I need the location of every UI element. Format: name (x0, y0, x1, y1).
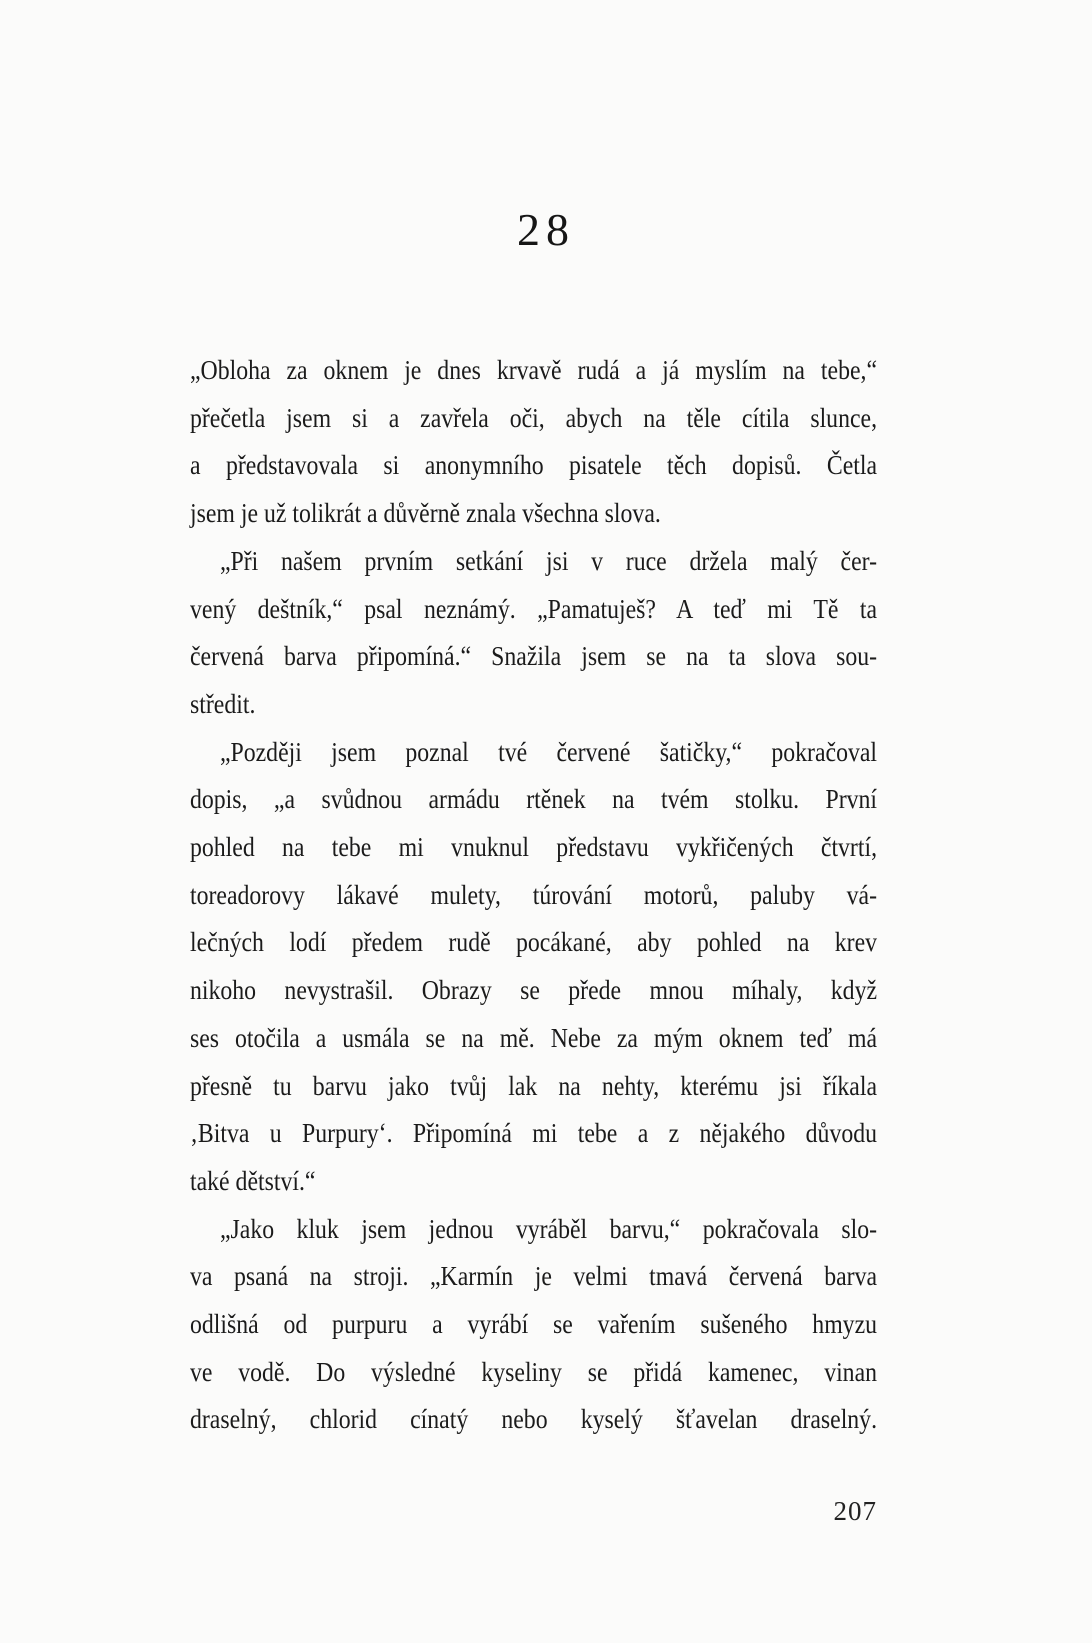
text-line: a představovala si anonymního pisatele těch dopisů. Četla (190, 450, 878, 481)
text-line: ve vodě. Do výsledné kyseliny se přidá kamenec, vinan (190, 1356, 878, 1387)
text-line: lečných lodí předem rudě pocákané, aby pohled na krev (190, 927, 878, 958)
text-line: nikoho nevystrašil. Obrazy se přede mnou míhaly, když (190, 975, 878, 1006)
text-block (190, 347, 877, 1444)
text-line: jsem je už tolikrát a důvěrně znala všechna slova. (190, 498, 661, 529)
text-line: ‚Bitva u Purpury‘. Připomíná mi tebe a z nějakého důvodu (190, 1118, 878, 1149)
text-line: draselný, chlorid cínatý nebo kyselý šťavelan draselný. (190, 1404, 878, 1435)
text-line: „Později jsem poznal tvé červené šatičky,“ pokračoval (219, 736, 878, 767)
page-number: 207 (833, 1496, 877, 1526)
text-line: ses otočila a usmála se na mě. Nebe za mým oknem teď má (190, 1022, 878, 1053)
text-line: vený deštník,“ psal neznámý. „Pamatuješ? A teď mi Tě ta (190, 593, 878, 624)
text-line: toreadorovy lákavé mulety, túrování motorů, paluby vá- (190, 879, 878, 910)
text-line: také dětství.“ (190, 1165, 316, 1196)
chapter-number: 28 (517, 204, 575, 255)
text-line: přečetla jsem si a zavřela oči, abych na těle cítila slunce, (190, 402, 878, 433)
text-line: „Jako kluk jsem jednou vyráběl barvu,“ pokračovala slo- (219, 1213, 878, 1244)
text-area (190, 347, 877, 1444)
text-line: přesně tu barvu jako tvůj lak na nehty, kterému jsi říkala (190, 1070, 878, 1101)
text-line: odlišná od purpuru a vyrábí se vařením sušeného hmyzu (190, 1309, 878, 1340)
text-line: dopis, „a svůdnou armádu rtěnek na tvém stolku. První (190, 784, 878, 815)
text-line: va psaná na stroji. „Karmín je velmi tmavá červená barva (190, 1261, 878, 1292)
text-line: červená barva připomíná.“ Snažila jsem se na ta slova sou- (190, 641, 878, 672)
text-line: pohled na tebe mi vnuknul představu vykřičených čtvrtí, (190, 832, 878, 863)
text-line: středit. (190, 688, 256, 719)
text-line: „Při našem prvním setkání jsi v ruce držela malý čer- (219, 545, 878, 576)
text-line: „Obloha za oknem je dnes krvavě rudá a já myslím na tebe,“ (190, 355, 878, 385)
